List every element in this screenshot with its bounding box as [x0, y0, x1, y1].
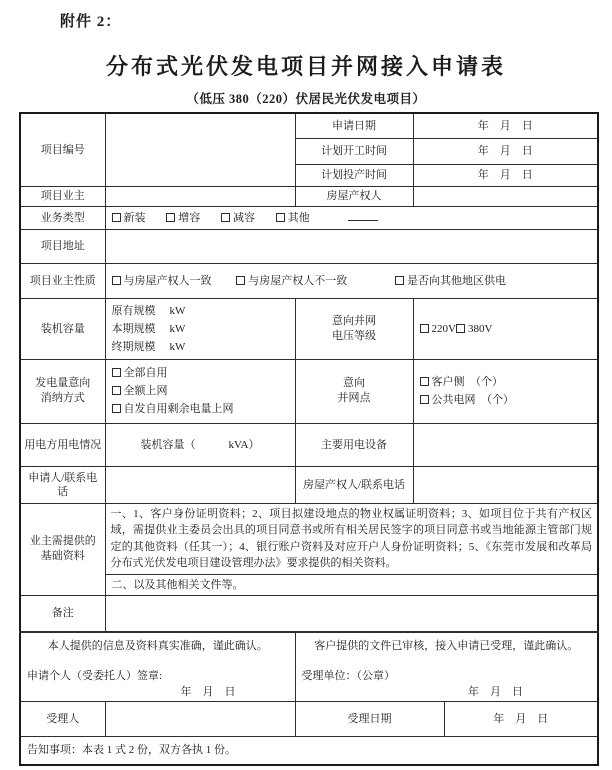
checkbox-option-public-grid[interactable] [420, 391, 595, 409]
apply-date-label: 申请日期 [295, 113, 413, 138]
consumption-mode-options [105, 359, 295, 423]
scale-label: 原有规模 [111, 304, 156, 317]
option-label: 公共电网 （个） [431, 394, 514, 406]
business-type-label: 业务类型 [20, 206, 105, 229]
remark-field[interactable] [105, 595, 598, 632]
option-label: 客户侧 （个） [431, 376, 503, 388]
grid-voltage-label-line2: 电压等级 [332, 329, 376, 342]
checkbox-option-same-as-house-owner[interactable] [112, 275, 212, 287]
attachment-label: 附件 2： [60, 14, 122, 30]
applicant-signature-date[interactable]: 年 月 日 [180, 686, 236, 698]
option-label: 与房屋产权人一致 [123, 274, 212, 287]
notice-text: 告知事项：本表 1 式 2 份，双方各执 1 份。 [20, 737, 598, 765]
grid-point-options [413, 359, 598, 423]
applicant-confirmation-cell [20, 632, 295, 702]
checkbox-icon[interactable] [112, 386, 121, 395]
required-materials-label-line1: 业主需提供的 [29, 535, 96, 547]
checkbox-option-380v[interactable] [456, 323, 492, 335]
option-label: 其他 [287, 212, 310, 224]
checkbox-option-capacity-increase[interactable] [166, 212, 200, 224]
option-label: 增容 [178, 212, 201, 224]
checkbox-icon[interactable] [420, 377, 429, 386]
power-consumer-capacity-field[interactable]: 装机容量（ kVA） [105, 423, 295, 466]
option-label: 220V [431, 322, 456, 335]
house-owner-phone-field[interactable] [413, 466, 598, 503]
checkbox-option-new-install[interactable] [112, 212, 146, 224]
checkbox-option-220v[interactable] [420, 323, 456, 335]
checkbox-option-all-self-use[interactable] [112, 364, 292, 382]
house-owner-phone-label: 房屋产权人/联系电话 [295, 466, 413, 503]
required-materials-label [20, 503, 105, 595]
option-label: 全部自用 [123, 367, 168, 379]
remark-label: 备注 [20, 595, 105, 632]
apply-date-field[interactable]: 年 月 日 [413, 113, 598, 138]
installed-capacity-label: 装机容量 [20, 298, 105, 359]
project-number-label: 项目编号 [20, 113, 105, 186]
original-scale-line[interactable] [112, 302, 292, 320]
checkbox-option-self-use-surplus-to-grid[interactable] [112, 400, 292, 418]
main-equipment-field[interactable] [413, 423, 598, 466]
house-owner-field[interactable] [413, 186, 598, 206]
grid-voltage-label-line1: 意向并网 [332, 314, 376, 327]
project-owner-label: 项目业主 [20, 186, 105, 206]
checkbox-icon[interactable] [236, 276, 245, 285]
required-materials-text-2: 二、以及其他相关文件等。 [105, 574, 598, 595]
checkbox-option-supply-other-area[interactable] [395, 275, 506, 287]
checkbox-icon[interactable] [456, 324, 465, 333]
installed-capacity-fields [105, 298, 295, 359]
consumption-mode-label [20, 359, 105, 423]
checkbox-icon[interactable] [112, 368, 121, 377]
grid-voltage-options [413, 298, 598, 359]
grid-point-label-line2: 并网点 [337, 392, 371, 404]
option-label: 减容 [233, 212, 255, 224]
final-scale-line[interactable] [112, 338, 292, 356]
acceptance-confirmation-statement: 客户提供的文件已审核，接入申请已受理，谨此确认。 [314, 640, 579, 652]
page-title: 分布式光伏发电项目并网接入申请表 [105, 54, 506, 79]
page-subtitle: （低压 380（220）伏居民光伏发电项目） [186, 92, 426, 106]
house-owner-label: 房屋产权人 [295, 186, 413, 206]
current-scale-line[interactable] [112, 320, 292, 338]
acceptance-unit-seal-label[interactable]: 受理单位：（公章） [301, 670, 395, 682]
other-fill-line[interactable] [348, 210, 378, 221]
project-number-field[interactable] [105, 113, 295, 186]
power-consumer-label: 用电方用电情况 [20, 423, 105, 466]
checkbox-option-all-to-grid[interactable] [112, 382, 292, 400]
applicant-phone-label: 申请人/联系电话 [20, 466, 105, 503]
consumption-mode-label-line2: 消纳方式 [40, 392, 85, 404]
required-materials-label-line2: 基础资料 [40, 550, 85, 562]
option-label: 新装 [123, 212, 146, 224]
main-equipment-label: 主要用电设备 [295, 423, 413, 466]
acceptor-field[interactable] [105, 702, 295, 737]
consumption-mode-label-line1: 发电量意向 [35, 377, 91, 389]
applicant-confirmation-statement: 本人提供的信息及资料真实准确，谨此确认。 [47, 640, 268, 652]
option-label: 380V [467, 322, 493, 335]
checkbox-icon[interactable] [395, 276, 404, 285]
acceptor-label: 受理人 [20, 702, 105, 737]
checkbox-icon[interactable] [112, 276, 121, 285]
required-materials-text-1: 一、1、客户身份证明资料；2、项目拟建设地点的物业权属证明资料；3、如项目位于共有产权区域，需提供业主委员会出具的项目同意书或所有相关居民签字的项目同意书或当地能源主管部门规定的其他资料（任其一）；4、银行账户资料及对应开户人身份证明资料；5、《东莞市发展和改革局分布式光伏发电项目建设管理办法》要求提供的相关资料。 [105, 503, 598, 574]
checkbox-option-other[interactable] [276, 212, 310, 224]
owner-nature-options [105, 263, 598, 298]
owner-nature-label: 项目业主性质 [20, 263, 105, 298]
option-label: 自发自用剩余电量上网 [123, 403, 234, 415]
checkbox-option-customer-side[interactable] [420, 373, 595, 391]
checkbox-icon[interactable] [420, 324, 429, 333]
project-address-field[interactable] [105, 229, 598, 263]
option-label: 与房屋产权人不一致 [248, 274, 348, 287]
application-form-table [19, 112, 599, 766]
plan-start-label: 计划开工时间 [295, 138, 413, 164]
checkbox-icon[interactable] [221, 213, 230, 222]
unit-label: kW [169, 322, 186, 335]
checkbox-icon[interactable] [112, 404, 121, 413]
checkbox-icon[interactable] [276, 213, 285, 222]
checkbox-option-capacity-decrease[interactable] [221, 212, 255, 224]
plan-production-label: 计划投产时间 [295, 164, 413, 186]
unit-label: kW [169, 304, 186, 317]
acceptance-date[interactable]: 年 月 日 [468, 686, 523, 698]
acceptance-date-field[interactable]: 年 月 日 [444, 702, 598, 737]
scale-label: 本期规模 [111, 322, 156, 335]
grid-point-label-line1: 意向 [343, 377, 365, 389]
business-type-options [105, 206, 598, 229]
checkbox-icon[interactable] [420, 395, 429, 404]
checkbox-icon[interactable] [112, 213, 121, 222]
acceptance-confirmation-cell [295, 632, 598, 702]
project-address-label: 项目地址 [20, 229, 105, 263]
option-label: 全额上网 [123, 385, 168, 397]
applicant-signature-label[interactable]: 申请个人（受委托人）签章: [27, 670, 163, 682]
scale-label: 终期规模 [111, 340, 156, 353]
unit-label: kW [169, 340, 186, 353]
plan-start-field[interactable]: 年 月 日 [413, 138, 598, 164]
plan-production-field[interactable]: 年 月 日 [413, 164, 598, 186]
grid-voltage-label [295, 298, 413, 359]
checkbox-icon[interactable] [166, 213, 175, 222]
applicant-phone-field[interactable] [105, 466, 295, 503]
option-label: 是否向其他地区供电 [407, 274, 506, 287]
project-owner-field[interactable] [105, 186, 295, 206]
acceptance-date-label: 受理日期 [295, 702, 444, 737]
grid-point-label [295, 359, 413, 423]
checkbox-option-not-same-as-house-owner[interactable] [236, 275, 347, 287]
